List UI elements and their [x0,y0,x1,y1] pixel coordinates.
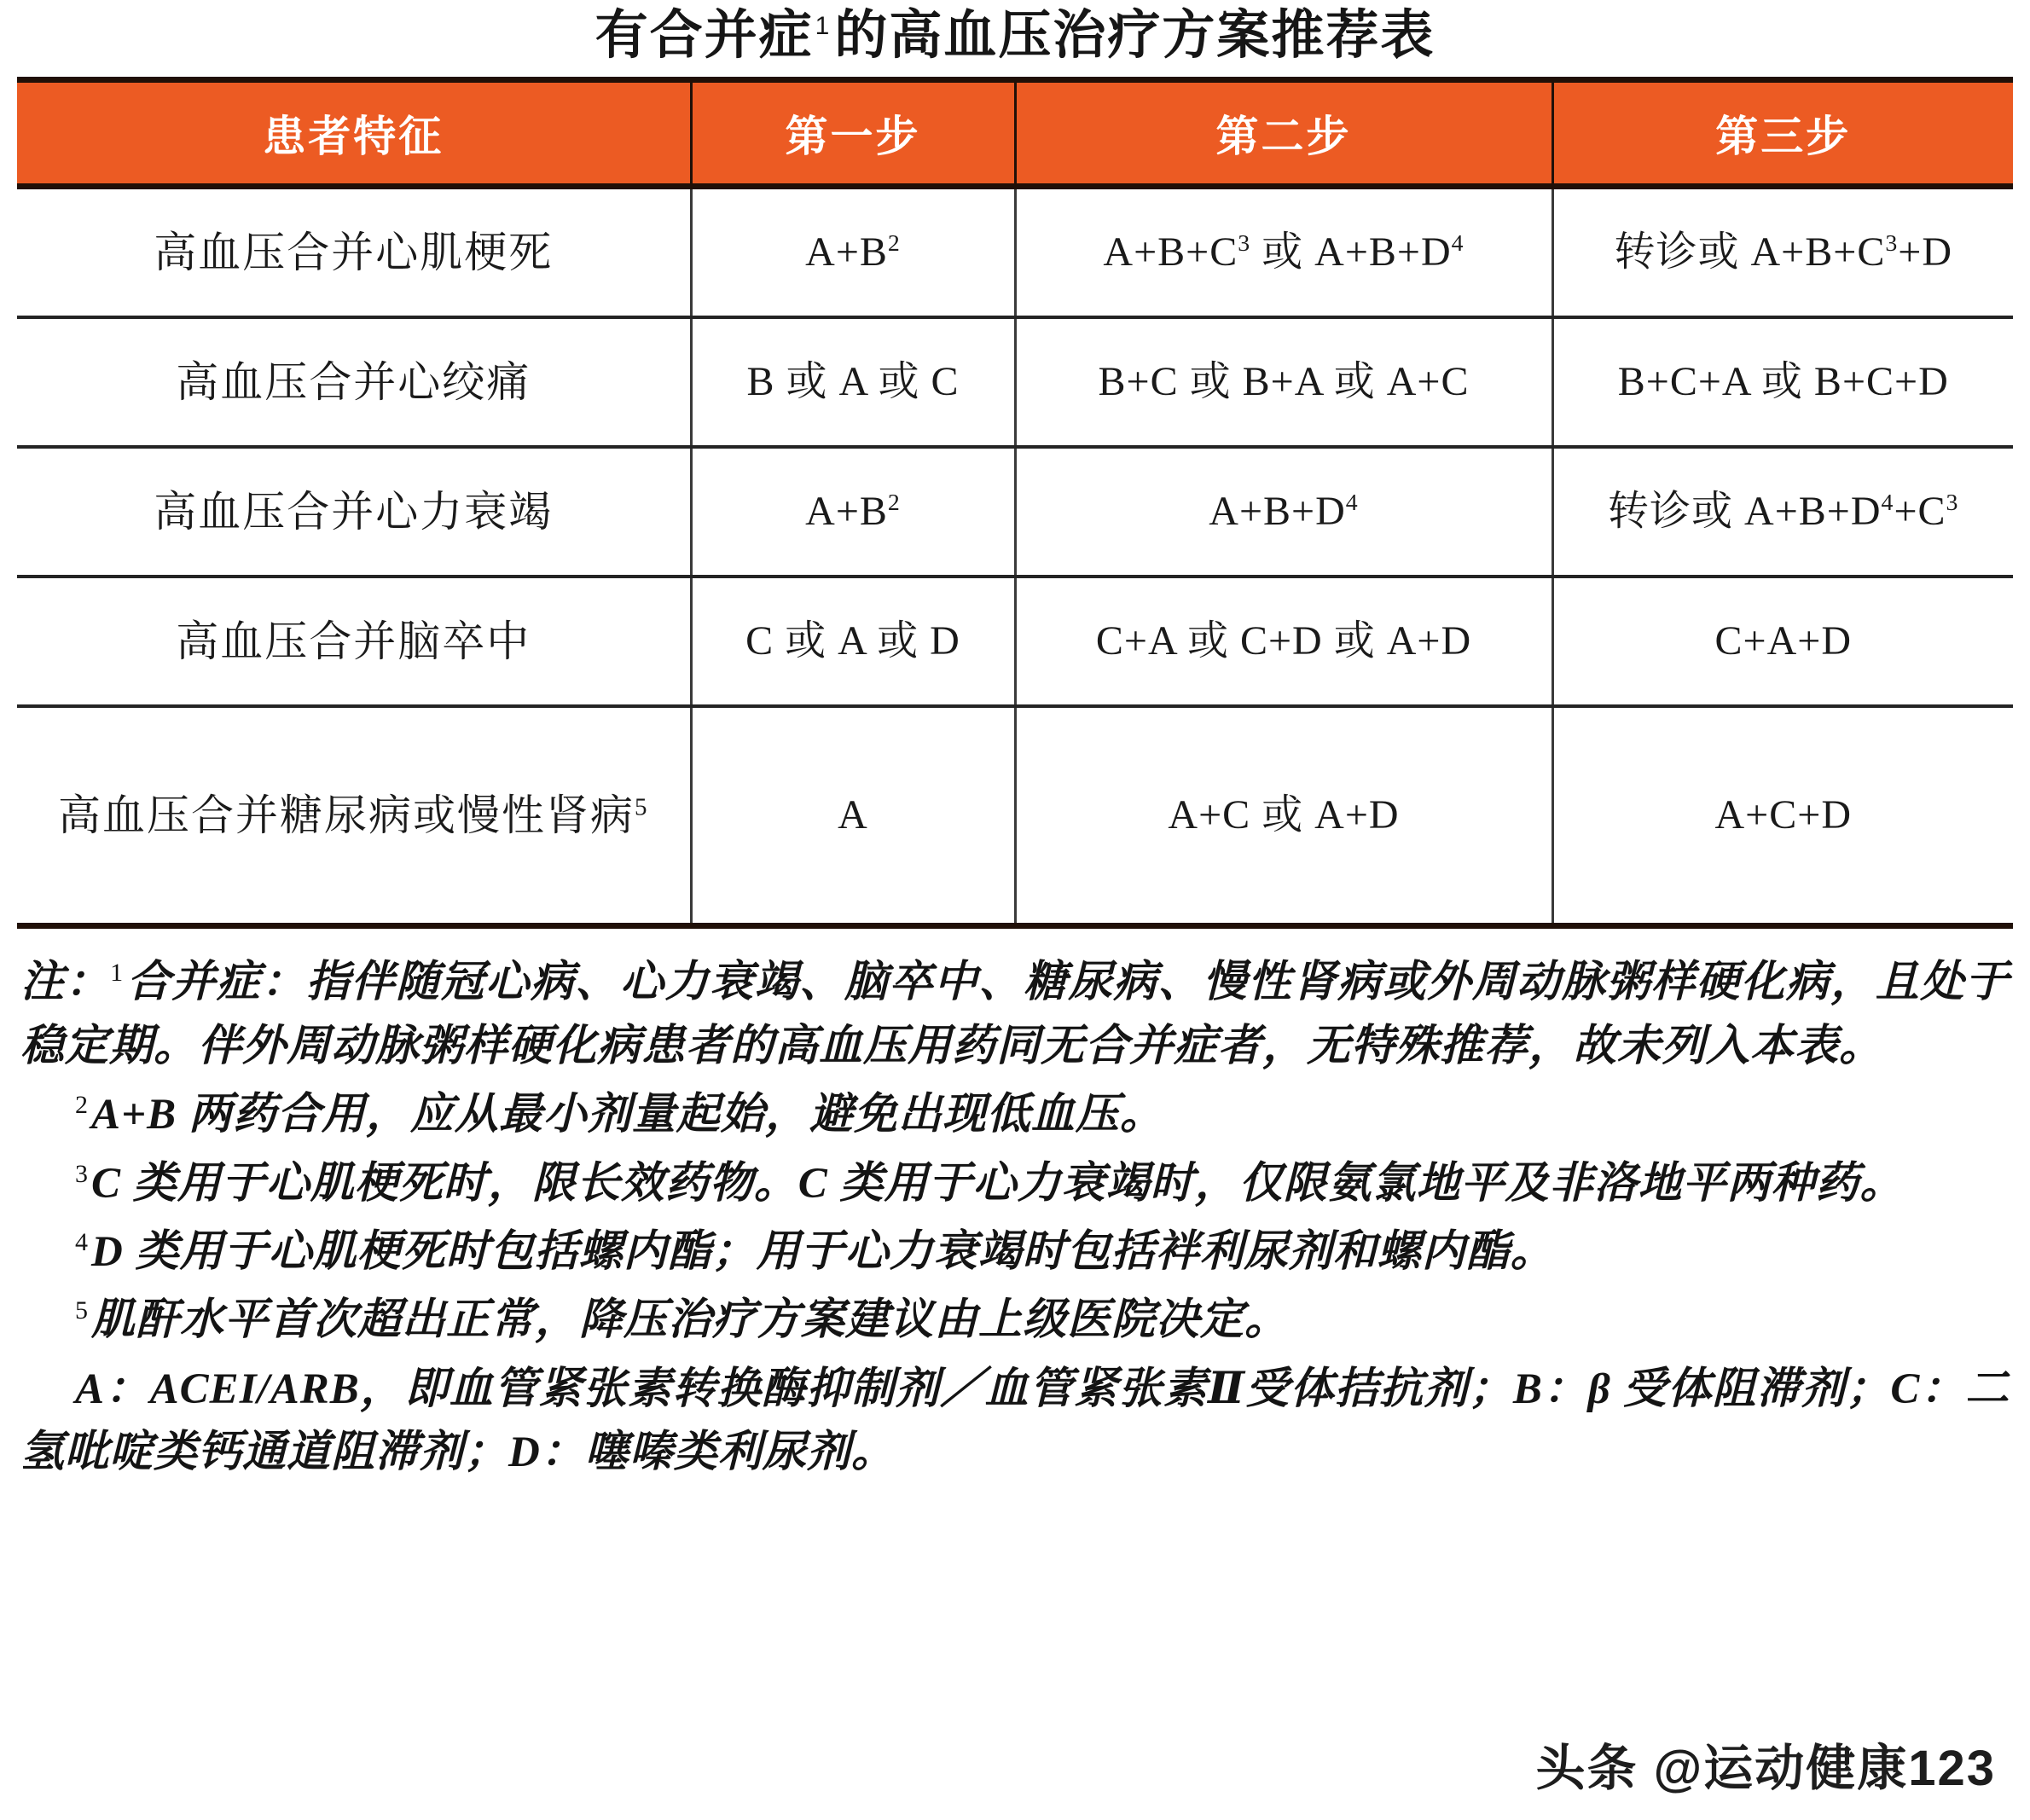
footnote-marker: 2 [887,490,901,517]
cell-step3 [1552,706,2013,926]
cell-text: 高血压合并心力衰竭 [154,487,554,536]
note-legend: A：ACEI/ARB，即血管紧张素转换酶抑制剂／血管紧张素Ⅱ受体拮抗剂；B：β 受体阻滞剂；C：二氢吡啶类钙通道阻滞剂；D：噻嗪类利尿剂。 [20,1365,2010,1477]
page-title-footnote-marker: 1 [815,12,832,41]
cell-text: A+B+C [1103,229,1238,275]
cell-text: B 或 A 或 C [746,359,960,405]
table-row [17,577,2013,706]
footnote-marker: 3 [1946,490,1959,517]
footnote-marker: 4 [1881,490,1894,517]
note-2 [20,1083,2010,1146]
page-title-tail: 的高血压治疗方案推荐表 [834,6,1436,65]
footnote-marker: 5 [635,793,649,821]
cell-text: A+C 或 A+D [1168,792,1400,838]
cell-text: 高血压合并心肌梗死 [154,228,554,276]
page-title-main: 有合并症 [594,6,814,65]
table-body [17,187,2013,926]
table-row [17,706,2013,926]
cell-text: A+B [805,229,888,275]
cell-text: 转诊或 A+B+C [1614,229,1886,275]
note-5-marker: 5 [75,1296,89,1325]
table-row [17,187,2013,318]
note-1 [20,951,2010,1078]
cell-text: +C [1894,489,1946,535]
cell-step3 [1552,187,2013,318]
cell-step1 [691,447,1015,577]
cell-text: 或 A+B+D [1250,229,1452,275]
cell-step1 [691,706,1015,926]
page-title [0,0,2030,65]
cell-patient-condition [17,317,691,447]
note-4 [20,1220,2010,1284]
cell-text: 高血压合并脑卒中 [176,617,531,665]
footnote-marker: 4 [1345,490,1359,517]
cell-step2 [1015,577,1552,706]
note-4-marker: 4 [75,1228,89,1256]
note-2-marker: 2 [75,1091,89,1120]
cell-text: +D [1898,229,1952,275]
column-header-step1: 第一步 [691,80,1015,187]
cell-text: 高血压合并心绞痛 [176,357,531,406]
cell-text: A [838,792,868,838]
footnote-marker: 3 [1885,230,1899,258]
cell-step2 [1015,706,1552,926]
cell-text: B+C+A 或 B+C+D [1617,359,1949,405]
note-label: 注： [20,959,111,1007]
note-5 [20,1289,2010,1352]
cell-text: 转诊或 A+B+D [1608,489,1882,535]
note-4-text: D 类用于心肌梗死时包括螺内酯；用于心力衰竭时包括袢利尿剂和螺内酯。 [91,1228,1555,1276]
cell-step3 [1552,577,2013,706]
cell-text: C+A+D [1714,618,1852,664]
table-row [17,317,2013,447]
note-3-text: C 类用于心肌梗死时，限长效药物。C 类用于心力衰竭时，仅限氨氯地平及非洛地平两种药。 [91,1159,1905,1208]
notes-section [20,951,2010,1485]
footnote-marker: 4 [1451,230,1464,258]
cell-step2 [1015,317,1552,447]
column-header-step2: 第二步 [1015,80,1552,187]
note-1-marker: 1 [110,959,125,988]
cell-step1 [691,577,1015,706]
cell-step3 [1552,317,2013,447]
cell-patient-condition [17,706,691,926]
cell-step3 [1552,447,2013,577]
watermark: 头条 @运动健康123 [1535,1741,1996,1796]
note-3 [20,1152,2010,1215]
cell-text: A+B [805,489,888,535]
note-3-marker: 3 [75,1159,89,1188]
treatment-table [17,77,2013,929]
column-header-step3: 第三步 [1552,80,2013,187]
cell-patient-condition [17,447,691,577]
cell-text: 高血压合并糖尿病或慢性肾病 [58,791,635,839]
cell-text: B+C 或 B+A 或 A+C [1098,359,1470,405]
column-header-patient: 患者特征 [17,80,691,187]
cell-text: C 或 A 或 D [745,618,960,664]
note-5-text: 肌酐水平首次超出正常，降压治疗方案建议由上级医院决定。 [91,1296,1290,1345]
cell-step2 [1015,187,1552,318]
cell-patient-condition [17,577,691,706]
cell-step1 [691,187,1015,318]
footnote-marker: 2 [887,230,901,258]
table-row [17,447,2013,577]
footnote-marker: 3 [1238,230,1251,258]
note-2-text: A+B 两药合用，应从最小剂量起始，避免出现低血压。 [91,1091,1164,1139]
note-1-text: 合并症：指伴随冠心病、心力衰竭、脑卒中、糖尿病、慢性肾病或外周动脉粥样硬化病，且处于稳定期。伴外周动脉粥样硬化病患者的高血压用药同无合并症者，无特殊推荐，故未列入本表。 [20,959,2010,1070]
cell-text: A+C+D [1714,792,1852,838]
table-header [17,80,2013,187]
cell-step2 [1015,447,1552,577]
treatment-table-wrapper [17,77,2013,929]
cell-text: C+A 或 C+D 或 A+D [1095,618,1472,664]
cell-text: A+B+D [1209,489,1346,535]
table-header-row [17,80,2013,187]
cell-step1 [691,317,1015,447]
cell-patient-condition [17,187,691,318]
